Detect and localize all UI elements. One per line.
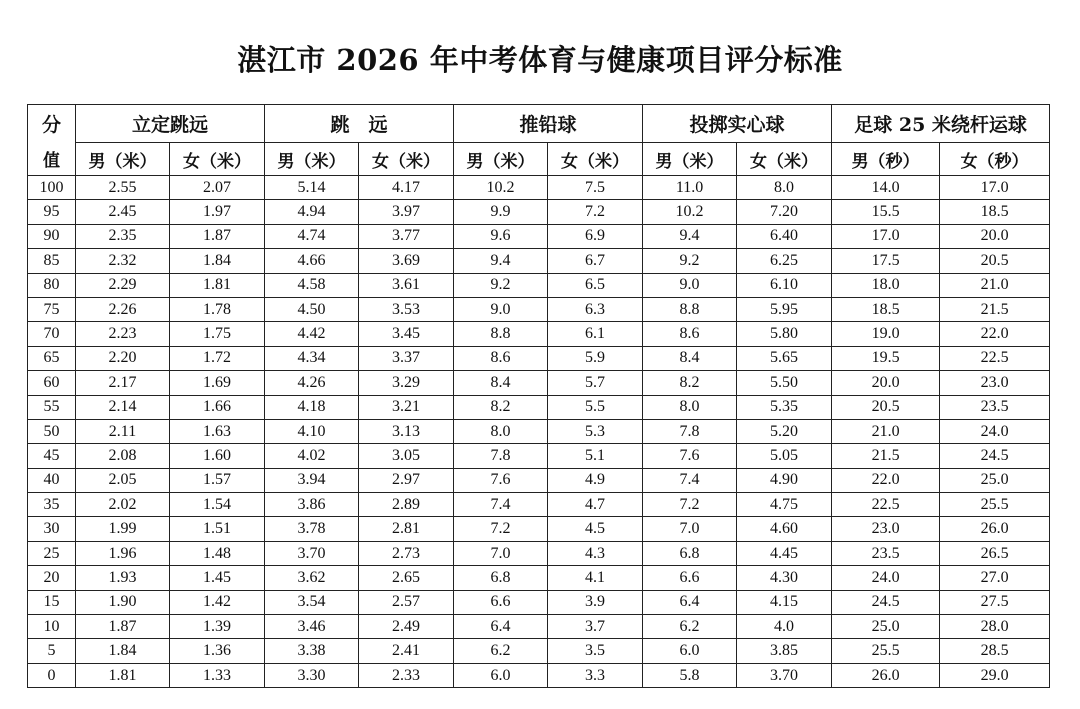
value-cell: 6.5 <box>548 273 643 297</box>
value-cell: 9.0 <box>643 273 737 297</box>
score-cell: 50 <box>28 419 76 443</box>
value-cell: 4.74 <box>265 224 359 248</box>
value-cell: 5.5 <box>548 395 643 419</box>
value-cell: 9.9 <box>454 200 548 224</box>
value-cell: 23.0 <box>832 517 940 541</box>
value-cell: 9.6 <box>454 224 548 248</box>
value-cell: 3.97 <box>359 200 454 224</box>
value-cell: 3.86 <box>265 493 359 517</box>
value-cell: 4.66 <box>265 249 359 273</box>
table-body <box>28 176 1050 688</box>
value-cell: 8.0 <box>454 419 548 443</box>
value-cell: 4.60 <box>737 517 832 541</box>
value-cell: 7.8 <box>643 419 737 443</box>
value-cell: 15.5 <box>832 200 940 224</box>
value-cell: 25.0 <box>832 615 940 639</box>
value-cell: 1.90 <box>76 590 170 614</box>
scoring-standards-table <box>27 104 1050 688</box>
score-cell: 0 <box>28 663 76 687</box>
value-cell: 21.5 <box>832 444 940 468</box>
value-cell: 18.0 <box>832 273 940 297</box>
value-cell: 4.75 <box>737 493 832 517</box>
male-column-header: 男（米） <box>76 143 170 176</box>
value-cell: 1.57 <box>170 468 265 492</box>
value-cell: 23.0 <box>940 371 1050 395</box>
value-cell: 19.0 <box>832 322 940 346</box>
table-row <box>28 663 1050 687</box>
value-cell: 6.3 <box>548 297 643 321</box>
value-cell: 7.0 <box>454 541 548 565</box>
table-row <box>28 566 1050 590</box>
value-cell: 3.77 <box>359 224 454 248</box>
value-cell: 7.2 <box>643 493 737 517</box>
female-column-header: 女（米） <box>548 143 643 176</box>
value-cell: 2.29 <box>76 273 170 297</box>
value-cell: 3.85 <box>737 639 832 663</box>
value-cell: 7.2 <box>548 200 643 224</box>
male-column-header: 男（秒） <box>832 143 940 176</box>
female-column-header: 女（米） <box>359 143 454 176</box>
value-cell: 6.8 <box>454 566 548 590</box>
value-cell: 1.36 <box>170 639 265 663</box>
value-cell: 4.15 <box>737 590 832 614</box>
value-cell: 20.0 <box>832 371 940 395</box>
score-cell: 25 <box>28 541 76 565</box>
value-cell: 24.0 <box>832 566 940 590</box>
value-cell: 8.0 <box>643 395 737 419</box>
value-cell: 1.33 <box>170 663 265 687</box>
table-row <box>28 493 1050 517</box>
value-cell: 22.0 <box>832 468 940 492</box>
value-cell: 3.5 <box>548 639 643 663</box>
value-cell: 22.5 <box>940 346 1050 370</box>
male-column-header: 男（米） <box>454 143 548 176</box>
value-cell: 5.1 <box>548 444 643 468</box>
value-cell: 1.48 <box>170 541 265 565</box>
value-cell: 25.0 <box>940 468 1050 492</box>
value-cell: 28.0 <box>940 615 1050 639</box>
value-cell: 4.9 <box>548 468 643 492</box>
value-cell: 7.4 <box>643 468 737 492</box>
value-cell: 17.0 <box>940 176 1050 200</box>
value-cell: 8.4 <box>454 371 548 395</box>
value-cell: 3.37 <box>359 346 454 370</box>
value-cell: 3.21 <box>359 395 454 419</box>
value-cell: 2.32 <box>76 249 170 273</box>
value-cell: 4.0 <box>737 615 832 639</box>
male-column-header: 男（米） <box>265 143 359 176</box>
value-cell: 6.2 <box>454 639 548 663</box>
value-cell: 9.2 <box>643 249 737 273</box>
value-cell: 1.42 <box>170 590 265 614</box>
value-cell: 26.5 <box>940 541 1050 565</box>
value-cell: 3.62 <box>265 566 359 590</box>
value-cell: 2.14 <box>76 395 170 419</box>
value-cell: 5.65 <box>737 346 832 370</box>
value-cell: 2.45 <box>76 200 170 224</box>
value-cell: 2.81 <box>359 517 454 541</box>
value-cell: 25.5 <box>832 639 940 663</box>
table-row <box>28 590 1050 614</box>
value-cell: 29.0 <box>940 663 1050 687</box>
value-cell: 3.30 <box>265 663 359 687</box>
value-cell: 3.05 <box>359 444 454 468</box>
value-cell: 5.7 <box>548 371 643 395</box>
value-cell: 6.10 <box>737 273 832 297</box>
value-cell: 22.5 <box>832 493 940 517</box>
value-cell: 24.0 <box>940 419 1050 443</box>
value-cell: 22.0 <box>940 322 1050 346</box>
value-cell: 2.73 <box>359 541 454 565</box>
score-cell: 5 <box>28 639 76 663</box>
female-column-header: 女（米） <box>737 143 832 176</box>
value-cell: 2.41 <box>359 639 454 663</box>
value-cell: 2.49 <box>359 615 454 639</box>
table-row <box>28 249 1050 273</box>
value-cell: 28.5 <box>940 639 1050 663</box>
table-row <box>28 273 1050 297</box>
value-cell: 2.11 <box>76 419 170 443</box>
value-cell: 3.70 <box>265 541 359 565</box>
value-cell: 9.2 <box>454 273 548 297</box>
value-cell: 2.26 <box>76 297 170 321</box>
value-cell: 4.3 <box>548 541 643 565</box>
value-cell: 26.0 <box>940 517 1050 541</box>
value-cell: 4.10 <box>265 419 359 443</box>
value-cell: 1.78 <box>170 297 265 321</box>
score-cell: 30 <box>28 517 76 541</box>
value-cell: 7.20 <box>737 200 832 224</box>
header-row-events <box>28 105 1050 143</box>
score-cell: 95 <box>28 200 76 224</box>
value-cell: 2.02 <box>76 493 170 517</box>
value-cell: 1.66 <box>170 395 265 419</box>
value-cell: 7.8 <box>454 444 548 468</box>
value-cell: 24.5 <box>832 590 940 614</box>
score-cell: 65 <box>28 346 76 370</box>
table-row <box>28 346 1050 370</box>
value-cell: 7.6 <box>454 468 548 492</box>
value-cell: 10.2 <box>643 200 737 224</box>
value-cell: 4.5 <box>548 517 643 541</box>
value-cell: 20.5 <box>940 249 1050 273</box>
value-cell: 4.50 <box>265 297 359 321</box>
value-cell: 1.69 <box>170 371 265 395</box>
score-cell: 15 <box>28 590 76 614</box>
value-cell: 5.3 <box>548 419 643 443</box>
table-row <box>28 200 1050 224</box>
value-cell: 3.3 <box>548 663 643 687</box>
value-cell: 8.0 <box>737 176 832 200</box>
score-cell: 35 <box>28 493 76 517</box>
table-row <box>28 371 1050 395</box>
female-column-header: 女（米） <box>170 143 265 176</box>
value-cell: 20.0 <box>940 224 1050 248</box>
value-cell: 4.18 <box>265 395 359 419</box>
value-cell: 8.4 <box>643 346 737 370</box>
value-cell: 3.46 <box>265 615 359 639</box>
table-row <box>28 468 1050 492</box>
value-cell: 23.5 <box>832 541 940 565</box>
value-cell: 4.7 <box>548 493 643 517</box>
value-cell: 21.0 <box>832 419 940 443</box>
value-cell: 10.2 <box>454 176 548 200</box>
value-cell: 6.0 <box>643 639 737 663</box>
value-cell: 1.97 <box>170 200 265 224</box>
table-row <box>28 224 1050 248</box>
value-cell: 5.14 <box>265 176 359 200</box>
value-cell: 9.4 <box>643 224 737 248</box>
value-cell: 1.96 <box>76 541 170 565</box>
value-cell: 5.80 <box>737 322 832 346</box>
value-cell: 8.8 <box>643 297 737 321</box>
value-cell: 19.5 <box>832 346 940 370</box>
score-cell: 20 <box>28 566 76 590</box>
value-cell: 14.0 <box>832 176 940 200</box>
value-cell: 1.54 <box>170 493 265 517</box>
value-cell: 18.5 <box>940 200 1050 224</box>
value-cell: 5.50 <box>737 371 832 395</box>
value-cell: 2.35 <box>76 224 170 248</box>
score-cell: 75 <box>28 297 76 321</box>
value-cell: 6.7 <box>548 249 643 273</box>
value-cell: 3.45 <box>359 322 454 346</box>
value-cell: 3.61 <box>359 273 454 297</box>
score-cell: 60 <box>28 371 76 395</box>
value-cell: 6.2 <box>643 615 737 639</box>
corner-score-label-bottom: 值 <box>28 143 76 176</box>
score-cell: 85 <box>28 249 76 273</box>
score-cell: 90 <box>28 224 76 248</box>
score-cell: 80 <box>28 273 76 297</box>
value-cell: 8.2 <box>454 395 548 419</box>
event-header: 投掷实心球 <box>643 105 832 143</box>
value-cell: 9.4 <box>454 249 548 273</box>
male-column-header: 男（米） <box>643 143 737 176</box>
value-cell: 3.13 <box>359 419 454 443</box>
value-cell: 6.1 <box>548 322 643 346</box>
value-cell: 2.97 <box>359 468 454 492</box>
value-cell: 5.20 <box>737 419 832 443</box>
value-cell: 25.5 <box>940 493 1050 517</box>
value-cell: 3.38 <box>265 639 359 663</box>
score-cell: 100 <box>28 176 76 200</box>
value-cell: 6.6 <box>454 590 548 614</box>
value-cell: 7.0 <box>643 517 737 541</box>
table-row <box>28 297 1050 321</box>
value-cell: 2.33 <box>359 663 454 687</box>
value-cell: 4.58 <box>265 273 359 297</box>
value-cell: 17.5 <box>832 249 940 273</box>
value-cell: 5.35 <box>737 395 832 419</box>
value-cell: 1.45 <box>170 566 265 590</box>
value-cell: 1.84 <box>76 639 170 663</box>
value-cell: 7.4 <box>454 493 548 517</box>
page-title: 湛江市 2026 年中考体育与健康项目评分标准 <box>237 43 843 77</box>
value-cell: 1.87 <box>76 615 170 639</box>
value-cell: 27.0 <box>940 566 1050 590</box>
value-cell: 1.99 <box>76 517 170 541</box>
score-cell: 40 <box>28 468 76 492</box>
value-cell: 23.5 <box>940 395 1050 419</box>
value-cell: 8.8 <box>454 322 548 346</box>
event-header: 足球 25 米绕杆运球 <box>832 105 1050 143</box>
value-cell: 3.53 <box>359 297 454 321</box>
value-cell: 21.0 <box>940 273 1050 297</box>
value-cell: 2.57 <box>359 590 454 614</box>
value-cell: 6.0 <box>454 663 548 687</box>
value-cell: 7.2 <box>454 517 548 541</box>
value-cell: 3.54 <box>265 590 359 614</box>
table-row <box>28 322 1050 346</box>
score-cell: 45 <box>28 444 76 468</box>
value-cell: 4.26 <box>265 371 359 395</box>
value-cell: 2.08 <box>76 444 170 468</box>
value-cell: 2.05 <box>76 468 170 492</box>
table-row <box>28 419 1050 443</box>
value-cell: 1.84 <box>170 249 265 273</box>
value-cell: 24.5 <box>940 444 1050 468</box>
value-cell: 1.60 <box>170 444 265 468</box>
table-row <box>28 541 1050 565</box>
value-cell: 11.0 <box>643 176 737 200</box>
value-cell: 1.63 <box>170 419 265 443</box>
value-cell: 6.6 <box>643 566 737 590</box>
value-cell: 6.40 <box>737 224 832 248</box>
value-cell: 1.72 <box>170 346 265 370</box>
value-cell: 2.55 <box>76 176 170 200</box>
value-cell: 1.75 <box>170 322 265 346</box>
value-cell: 4.90 <box>737 468 832 492</box>
corner-score-label-top: 分 <box>28 105 76 143</box>
value-cell: 4.1 <box>548 566 643 590</box>
value-cell: 6.9 <box>548 224 643 248</box>
value-cell: 2.65 <box>359 566 454 590</box>
value-cell: 4.94 <box>265 200 359 224</box>
table-row <box>28 615 1050 639</box>
value-cell: 3.94 <box>265 468 359 492</box>
table-row <box>28 517 1050 541</box>
value-cell: 1.51 <box>170 517 265 541</box>
value-cell: 6.25 <box>737 249 832 273</box>
value-cell: 17.0 <box>832 224 940 248</box>
value-cell: 8.2 <box>643 371 737 395</box>
value-cell: 26.0 <box>832 663 940 687</box>
value-cell: 6.8 <box>643 541 737 565</box>
table-row <box>28 176 1050 200</box>
value-cell: 3.7 <box>548 615 643 639</box>
value-cell: 3.70 <box>737 663 832 687</box>
value-cell: 9.0 <box>454 297 548 321</box>
value-cell: 7.5 <box>548 176 643 200</box>
value-cell: 5.9 <box>548 346 643 370</box>
value-cell: 4.17 <box>359 176 454 200</box>
value-cell: 1.81 <box>170 273 265 297</box>
event-header: 跳 远 <box>265 105 454 143</box>
header-row-gender <box>28 143 1050 176</box>
value-cell: 2.07 <box>170 176 265 200</box>
value-cell: 4.02 <box>265 444 359 468</box>
value-cell: 4.42 <box>265 322 359 346</box>
value-cell: 4.34 <box>265 346 359 370</box>
value-cell: 27.5 <box>940 590 1050 614</box>
value-cell: 6.4 <box>454 615 548 639</box>
value-cell: 7.6 <box>643 444 737 468</box>
score-cell: 55 <box>28 395 76 419</box>
value-cell: 2.20 <box>76 346 170 370</box>
value-cell: 4.45 <box>737 541 832 565</box>
score-cell: 70 <box>28 322 76 346</box>
value-cell: 20.5 <box>832 395 940 419</box>
table-row <box>28 444 1050 468</box>
value-cell: 8.6 <box>643 322 737 346</box>
value-cell: 1.81 <box>76 663 170 687</box>
value-cell: 6.4 <box>643 590 737 614</box>
female-column-header: 女（秒） <box>940 143 1050 176</box>
value-cell: 5.95 <box>737 297 832 321</box>
value-cell: 1.93 <box>76 566 170 590</box>
value-cell: 3.29 <box>359 371 454 395</box>
value-cell: 2.23 <box>76 322 170 346</box>
value-cell: 1.87 <box>170 224 265 248</box>
value-cell: 2.17 <box>76 371 170 395</box>
value-cell: 1.39 <box>170 615 265 639</box>
value-cell: 8.6 <box>454 346 548 370</box>
value-cell: 5.8 <box>643 663 737 687</box>
value-cell: 3.9 <box>548 590 643 614</box>
table-row <box>28 395 1050 419</box>
value-cell: 2.89 <box>359 493 454 517</box>
value-cell: 4.30 <box>737 566 832 590</box>
value-cell: 18.5 <box>832 297 940 321</box>
value-cell: 21.5 <box>940 297 1050 321</box>
value-cell: 3.69 <box>359 249 454 273</box>
value-cell: 3.78 <box>265 517 359 541</box>
event-header: 立定跳远 <box>76 105 265 143</box>
value-cell: 5.05 <box>737 444 832 468</box>
table-row <box>28 639 1050 663</box>
event-header: 推铅球 <box>454 105 643 143</box>
score-cell: 10 <box>28 615 76 639</box>
